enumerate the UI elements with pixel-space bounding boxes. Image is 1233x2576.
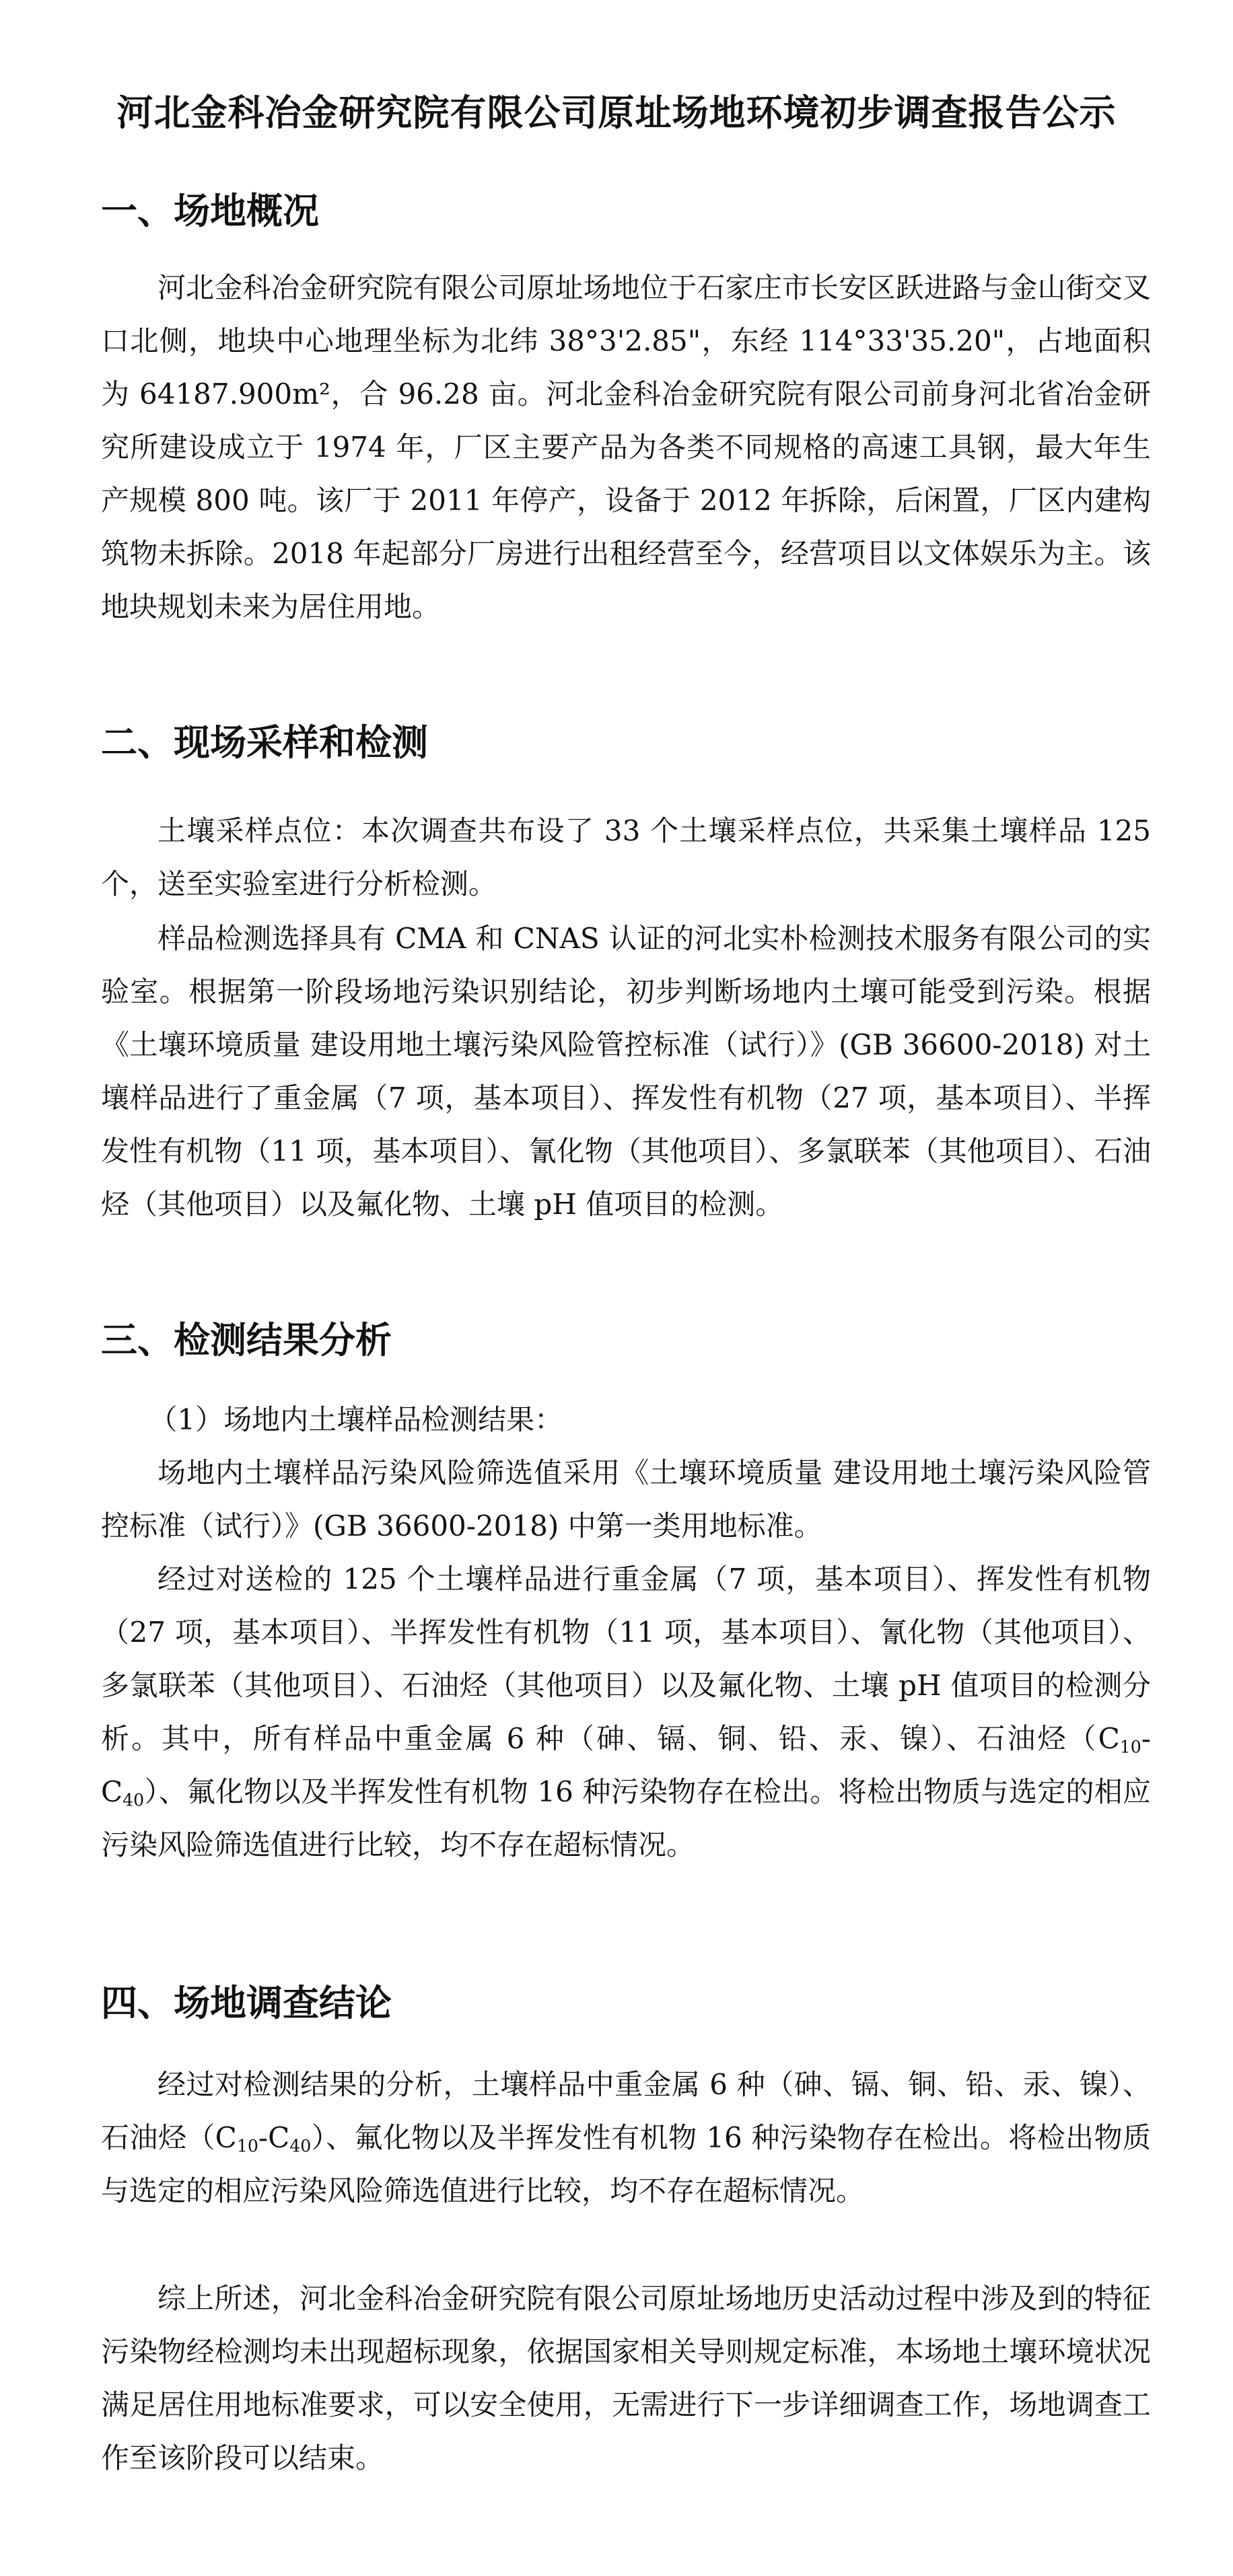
results-analysis-paragraph — [101, 1552, 1151, 1871]
screening-standard-paragraph: 场地内土壤样品污染风险筛选值采用《土壤环境质量 建设用地土壤污染风险管控标准（试行）》(GB 36600-2018) 中第一类用地标准。 — [101, 1456, 1151, 1542]
conclusion-summary-paragraph: 综上所述，河北金科冶金研究院有限公司原址场地历史活动过程中涉及到的特征污染物经检测均未出现超标现象，依据国家相关导则规定标准，本场地土壤环境状况满足居住用地标准要求，可以安全使用，无需进行下一步详细调查工作，场地调查工作至该阶段可以结束。 — [101, 2282, 1151, 2474]
document-title: 河北金科冶金研究院有限公司原址场地环境初步调查报告公示 — [116, 92, 1117, 134]
section-heading-results: 三、检测结果分析 — [101, 1319, 392, 1361]
overview-paragraph: 河北金科冶金研究院有限公司原址场地位于石家庄市长安区跃进路与金山街交叉口北侧，地块中心地理坐标为北纬 38°3'2.85"，东经 114°33'35.20"，占地面积为 64187.900m²，合 96.28 亩。河北金科冶金研究院有限公司前身河北省冶金研究所建设成立于 1974 年，厂区主要产品为各类不同规格的高速工具钢，最大年生产规模 800 吨。该厂于 2011 年停产，设备于 2012 年拆除，后闲置，厂区内建构筑物未拆除。2018 年起部分厂房进行出租经营至今，经营项目以文体娱乐为主。该地块规划未来为居住用地。 — [101, 271, 1151, 623]
section-heading-sampling: 二、现场采样和检测 — [101, 721, 428, 764]
results-subscript-10: 10 — [1119, 1737, 1141, 1757]
results-text-part3: ）、氟化物以及半挥发性有机物 16 种污染物存在检出。将检出物质与选定的相应污染风险筛选值进行比较，均不存在超标情况。 — [101, 1775, 1151, 1861]
conclusion-text-part2: -C — [258, 2121, 290, 2154]
conclusion-text-part3: ）、氟化物以及半挥发性有机物 16 种污染物存在检出。将检出物质与选定的相应污染风险筛选值进行比较，均不存在超标情况。 — [101, 2121, 1151, 2207]
results-subscript-40: 40 — [122, 1790, 145, 1810]
results-text-part1: 经过对送检的 125 个土壤样品进行重金属（7 项，基本项目）、挥发性有机物（27 项，基本项目）、半挥发性有机物（11 项，基本项目）、氰化物（其他项目）、多氯联苯（其他项目）、石油烃（其他项目）以及氟化物、土壤 pH 值项目的检测分析。其中，所有样品中重金属 6 种（砷、镉、铜、铅、汞、镍）、石油烃（C — [101, 1563, 1151, 1755]
section-heading-conclusion: 四、场地调查结论 — [101, 1982, 392, 2024]
results-subheading: （1）场地内土壤样品检测结果： — [149, 1403, 563, 1436]
conclusion-text-part1: 经过对检测结果的分析，土壤样品中重金属 6 种（砷、镉、铜、铅、汞、镍）、石油烃（C — [101, 2068, 1151, 2154]
section-heading-overview: 一、场地概况 — [101, 190, 319, 232]
conclusion-detection-paragraph — [101, 2058, 1151, 2217]
sampling-points-paragraph: 土壤采样点位：本次调查共布设了 33 个土壤采样点位，共采集土壤样品 125 个，送至实验室进行分析检测。 — [101, 814, 1151, 900]
conclusion-subscript-40: 40 — [289, 2136, 312, 2156]
conclusion-subscript-10: 10 — [236, 2136, 258, 2156]
results-text-part2: -C — [101, 1722, 1151, 1808]
lab-testing-paragraph: 样品检测选择具有 CMA 和 CNAS 认证的河北实朴检测技术服务有限公司的实验室。根据第一阶段场地污染识别结论，初步判断场地内土壤可能受到污染。根据《土壤环境质量 建设用地土壤污染风险管控标准（试行）》(GB 36600-2018) 对土壤样品进行了重金属（7 项，基本项目）、挥发性有机物（27 项，基本项目）、半挥发性有机物（11 项，基本项目）、氰化物（其他项目）、多氯联苯（其他项目）、石油烃（其他项目）以及氟化物、土壤 pH 值项目的检测。 — [101, 922, 1151, 1221]
